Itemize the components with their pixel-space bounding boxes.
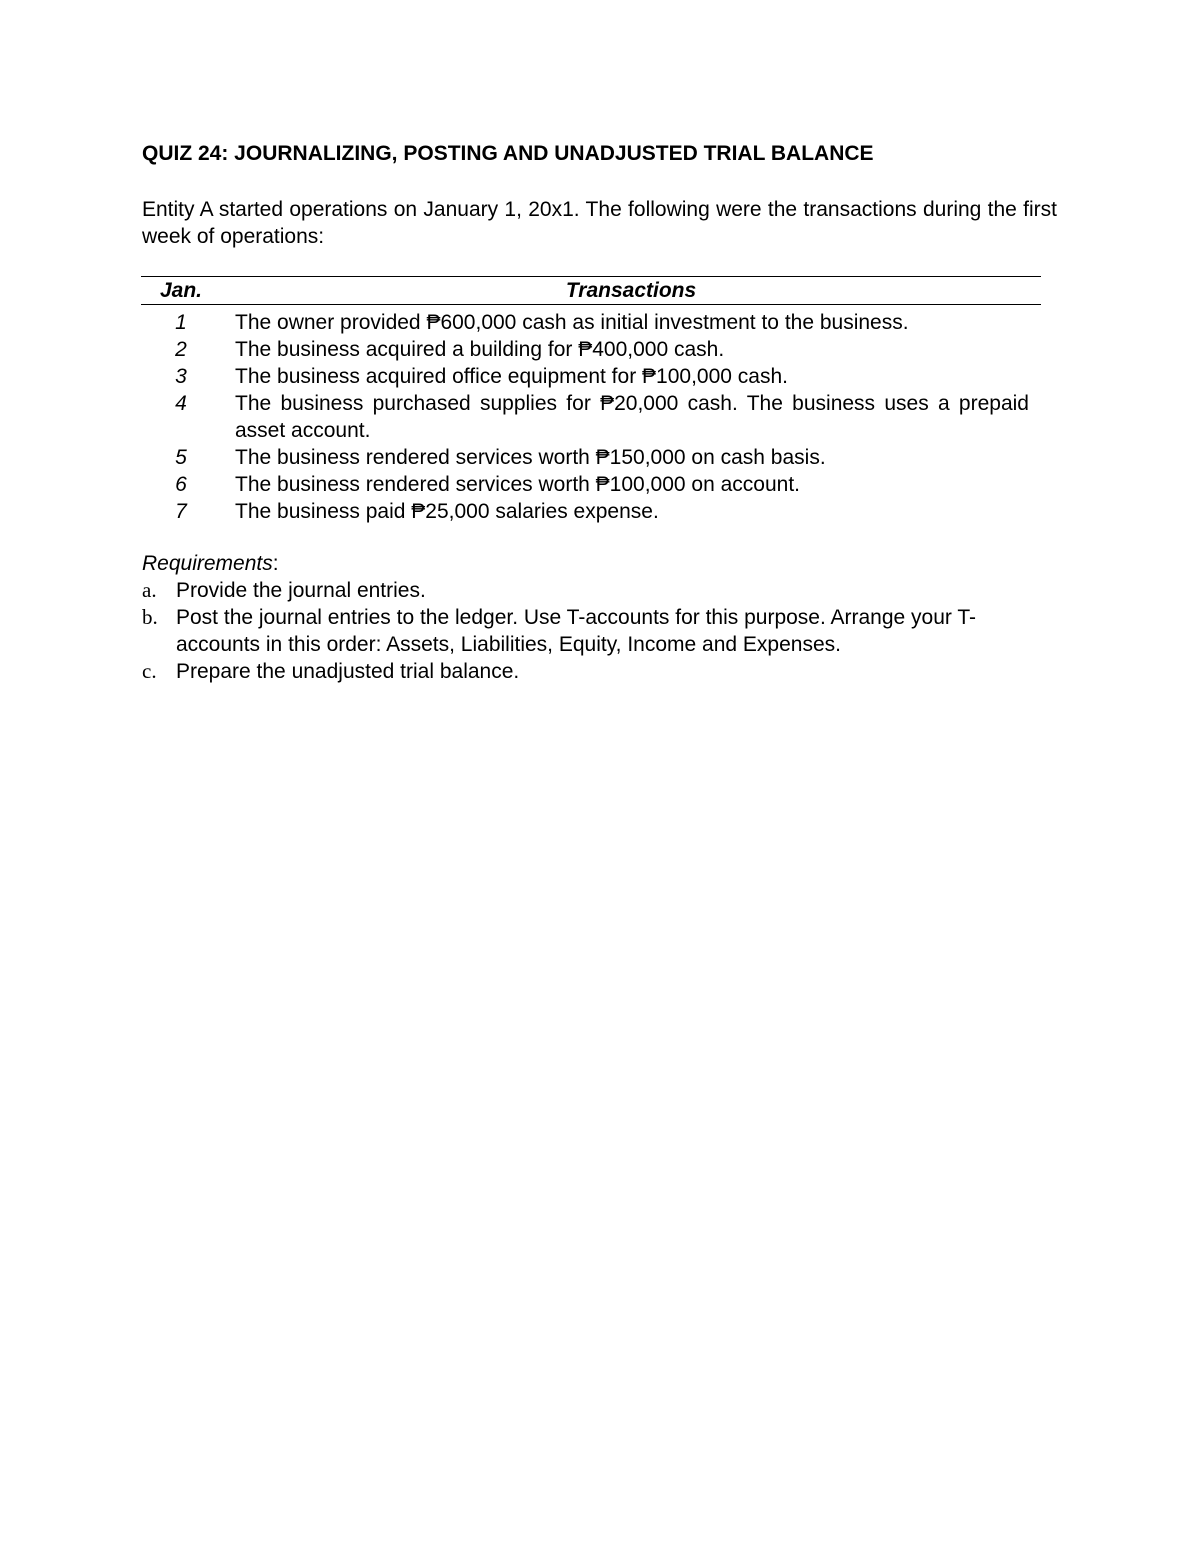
item-letter: c. bbox=[142, 659, 157, 683]
row-day: 6 bbox=[175, 473, 187, 496]
intro-paragraph: Entity A started operations on January 1, 20x1. The following were the transactions during the first week of operations: bbox=[142, 198, 1057, 248]
table-row bbox=[141, 390, 1041, 444]
table-header-row bbox=[141, 277, 1041, 305]
table-row bbox=[141, 444, 1041, 471]
requirements-colon: : bbox=[272, 552, 279, 575]
row-transaction: The business rendered services worth ₱100,000 on account. bbox=[235, 473, 801, 496]
item-letter: b. bbox=[142, 605, 158, 629]
list-item bbox=[142, 658, 1058, 685]
row-transaction: The business acquired a building for ₱400,000 cash. bbox=[235, 338, 725, 361]
table-row bbox=[141, 471, 1041, 498]
header-transactions: Transactions bbox=[221, 277, 1041, 305]
row-day: 3 bbox=[175, 365, 187, 388]
list-item bbox=[142, 577, 1058, 604]
row-transaction: The owner provided ₱600,000 cash as initial investment to the business. bbox=[235, 311, 909, 334]
row-transaction: The business paid ₱25,000 salaries expense. bbox=[235, 500, 659, 523]
transactions-table bbox=[141, 276, 1041, 525]
row-transaction: The business rendered services worth ₱150,000 on cash basis. bbox=[235, 446, 826, 469]
table-row bbox=[141, 336, 1041, 363]
requirements-heading bbox=[142, 550, 279, 577]
item-text: Provide the journal entries. bbox=[176, 579, 426, 602]
row-transaction: The business acquired office equipment for ₱100,000 cash. bbox=[235, 365, 788, 388]
table-row bbox=[141, 498, 1041, 525]
row-transaction: The business purchased supplies for ₱20,000 cash. The business uses a prepaid asset account. bbox=[235, 392, 1029, 442]
row-day: 2 bbox=[175, 338, 187, 361]
item-text: Post the journal entries to the ledger. Use T-accounts for this purpose. Arrange your T-accounts in this order: Assets, Liabilities, Equity, Income and Expenses. bbox=[176, 606, 976, 656]
list-item bbox=[142, 604, 1058, 658]
row-day: 7 bbox=[175, 500, 187, 523]
quiz-title: QUIZ 24: JOURNALIZING, POSTING AND UNADJUSTED TRIAL BALANCE bbox=[142, 142, 874, 165]
header-day: Jan. bbox=[141, 277, 221, 305]
requirements-list bbox=[142, 577, 1058, 685]
row-day: 5 bbox=[175, 446, 187, 469]
item-text: Prepare the unadjusted trial balance. bbox=[176, 660, 520, 683]
table-row bbox=[141, 363, 1041, 390]
row-day: 4 bbox=[175, 392, 187, 415]
row-day: 1 bbox=[175, 311, 187, 334]
table-row bbox=[141, 305, 1041, 337]
item-letter: a. bbox=[142, 578, 157, 602]
requirements-label: Requirements bbox=[142, 552, 273, 575]
